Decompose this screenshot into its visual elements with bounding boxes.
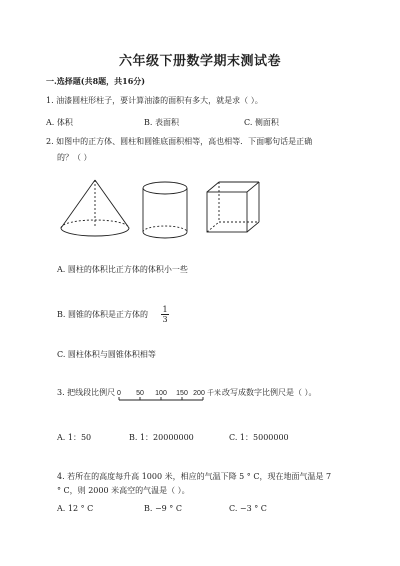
question-1-option-a: A. 体积 — [46, 118, 73, 127]
scale-unit: 千米 — [207, 390, 221, 397]
fraction-numerator: 1 — [162, 305, 168, 314]
question-2-text-line1: 2. 如图中的正方体、圆柱和圆锥底面积相等，高也相等．下面哪句话是正确 — [46, 137, 313, 146]
question-2-option-a: A. 圆柱的体积比正方体的体积小一些 — [57, 265, 188, 274]
question-2-option-b: B. 圆锥的体积是正方体的 — [57, 310, 148, 319]
question-4-option-b: B. −9 ° C — [144, 504, 182, 513]
page-title: 六年级下册数学期末测试卷 — [118, 54, 281, 69]
fraction-denominator: 3 — [162, 315, 168, 324]
scale-tick-0: 0 — [117, 390, 121, 397]
scale-tick-50: 50 — [136, 390, 144, 397]
question-1-option-b: B. 表面积 — [144, 118, 179, 127]
question-3-text-prefix: 3. 把线段比例尺 — [57, 388, 116, 397]
scale-tick-100: 100 — [155, 390, 167, 397]
question-4-text-line1: 4. 若所在的高度每升高 1000 米，相应的气温下降 5 ° C，现在地面气温是 7 — [57, 472, 332, 481]
question-3-option-c: C. 1：5000000 — [229, 433, 289, 442]
question-4-option-c: C. −3 ° C — [229, 504, 267, 513]
scale-tick-200: 200 — [193, 390, 205, 397]
question-1-option-c: C. 侧面积 — [244, 118, 279, 127]
question-3-text-suffix: 改写成数字比例尺是（ ）。 — [222, 388, 317, 397]
question-4-option-a: A. 12 ° C — [57, 504, 94, 513]
fraction-one-third — [161, 305, 169, 324]
question-1-text: 1. 油漆圆柱形柱子，要计算油漆的面积有多大，就是求（ ）。 — [46, 96, 263, 105]
section-heading: 一.选择题(共8题，共16分) — [46, 76, 146, 86]
line-scale-bar — [115, 386, 225, 408]
scale-tick-150: 150 — [176, 390, 188, 397]
cone-figure — [61, 180, 129, 236]
cube-figure — [207, 182, 259, 232]
question-2-option-c: C. 圆柱体积与圆锥体积相等 — [57, 350, 156, 359]
question-3-option-a: A. 1：50 — [57, 433, 92, 442]
question-3-option-b: B. 1：20000000 — [129, 433, 194, 442]
question-2-text-line2: 的？（ ） — [57, 153, 92, 162]
geometry-figures — [55, 178, 275, 248]
cylinder-figure — [143, 182, 187, 238]
question-4-text-line2: ° C，则 2000 米高空的气温是（ ）。 — [57, 486, 190, 495]
